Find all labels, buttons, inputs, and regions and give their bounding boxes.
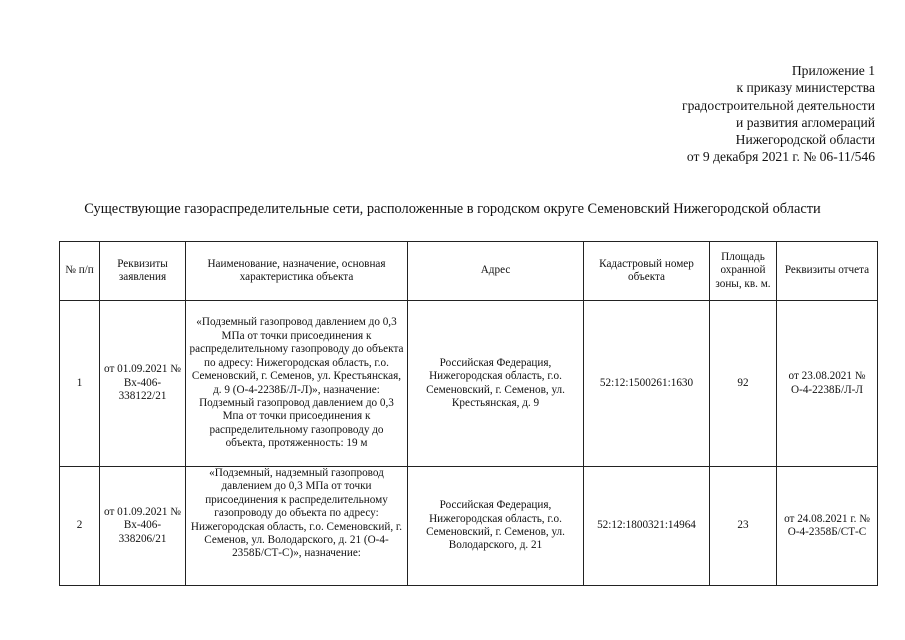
appendix-line: от 9 декабря 2021 г. № 06-11/546	[686, 149, 875, 165]
appendix-line: и развития агломераций	[736, 114, 875, 130]
appendix-line: к приказу министерства	[736, 80, 875, 96]
cell-num: 1	[60, 301, 100, 467]
cell-report: от 24.08.2021 г. № О-4-2358Б/СТ-С	[777, 467, 878, 586]
header-request: Реквизиты заявления	[100, 242, 186, 301]
table-header-row	[60, 242, 878, 301]
appendix-header	[682, 62, 875, 166]
table-row	[60, 301, 878, 467]
cell-name: «Подземный газопровод давлением до 0,3 МПа от точки присоединения к распределительному газопроводу до объекта по адресу: Нижегородская область, г.о. Семеновский, г. Семенов, ул. Крестьянская, д. 9 (О-4-2238Б/Л-Л)», назначение: Подземный газопровод давлением до 0,3 Мпа от точки присоединения к распределительному газопроводу до объекта, протяженность: 19 м	[186, 301, 408, 467]
cell-address: Российская Федерация, Нижегородская область, г.о. Семеновский, г. Семенов, ул. Крестьянская, д. 9	[408, 301, 584, 467]
cell-area: 23	[710, 467, 777, 586]
appendix-line: Приложение 1	[791, 63, 875, 78]
cell-request: от 01.09.2021 № Вх-406-338122/21	[100, 301, 186, 467]
appendix-line: градостроительной деятельности	[682, 97, 875, 113]
cell-num: 2	[60, 467, 100, 586]
cell-name: «Подземный, надземный газопровод давлением до 0,3 МПа от точки присоединения к распределительному газопроводу до объекта по адресу: Нижегородская область, г.о. Семеновский, г. Семенов, ул. Володарского, д. 21 (О-4-2358Б/СТ-С)», назначение:	[186, 467, 408, 586]
header-address: Адрес	[408, 242, 584, 301]
gas-networks-table	[59, 241, 878, 586]
cell-request: от 01.09.2021 № Вх-406-338206/21	[100, 467, 186, 586]
cell-cadastral: 52:12:1500261:1630	[584, 301, 710, 467]
cell-area: 92	[710, 301, 777, 467]
header-area: Площадь охранной зоны, кв. м.	[710, 242, 777, 301]
document-title: Существующие газораспределительные сети, расположенные в городском округе Семеновский Нижегородской области	[84, 201, 821, 217]
header-num: № п/п	[60, 242, 100, 301]
header-name: Наименование, назначение, основная характеристика объекта	[186, 242, 408, 301]
cell-report: от 23.08.2021 № О-4-2238Б/Л-Л	[777, 301, 878, 467]
cell-address: Российская Федерация, Нижегородская область, г.о. Семеновский, г. Семенов, ул. Володарского, д. 21	[408, 467, 584, 586]
table-row	[60, 467, 878, 586]
header-report: Реквизиты отчета	[777, 242, 878, 301]
cell-cadastral: 52:12:1800321:14964	[584, 467, 710, 586]
appendix-line: Нижегородской области	[735, 132, 875, 148]
header-cadastral: Кадастровый номер объекта	[584, 242, 710, 301]
